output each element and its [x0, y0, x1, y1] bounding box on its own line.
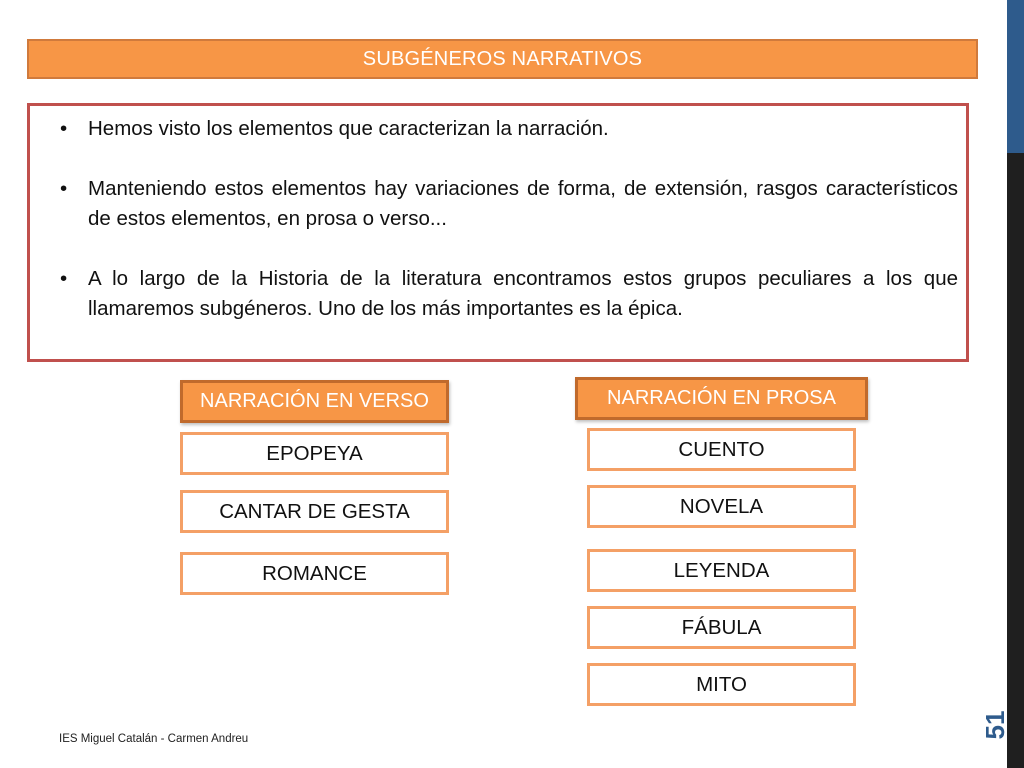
bullet-list [60, 114, 958, 324]
prose-item-mito: MITO [587, 663, 856, 706]
prose-item-novela: NOVELA [587, 485, 856, 528]
side-dark-bar [1007, 153, 1024, 768]
bullet-item [60, 174, 958, 234]
slide-title: SUBGÉNEROS NARRATIVOS [27, 39, 978, 79]
bullet-icon: • [60, 177, 68, 200]
verse-item-epopeya: EPOPEYA [180, 432, 449, 475]
verse-header: NARRACIÓN EN VERSO [180, 380, 449, 423]
verse-item-cantar-de-gesta: CANTAR DE GESTA [180, 490, 449, 533]
content-box [27, 103, 969, 362]
prose-item-fabula: FÁBULA [587, 606, 856, 649]
prose-item-leyenda: LEYENDA [587, 549, 856, 592]
prose-item-cuento: CUENTO [587, 428, 856, 471]
bullet-item [60, 264, 958, 324]
side-accent-bar [1007, 0, 1024, 153]
bullet-item [60, 114, 958, 144]
verse-item-romance: ROMANCE [180, 552, 449, 595]
page-number: 51 [979, 710, 1010, 740]
bullet-text: Hemos visto los elementos que caracterizan la narración. [88, 117, 609, 140]
footer-credit: IES Miguel Catalán - Carmen Andreu [59, 733, 249, 745]
prose-header: NARRACIÓN EN PROSA [575, 377, 868, 420]
bullet-text: A lo largo de la Historia de la literatura encontramos estos grupos peculiares a los que llamaremos subgéneros. Uno de los más importantes es la épica. [88, 267, 958, 320]
bullet-icon: • [60, 267, 68, 290]
bullet-icon: • [60, 117, 68, 140]
bullet-text: Manteniendo estos elementos hay variaciones de forma, de extensión, rasgos característicos de estos elementos, en prosa o verso... [88, 177, 958, 230]
